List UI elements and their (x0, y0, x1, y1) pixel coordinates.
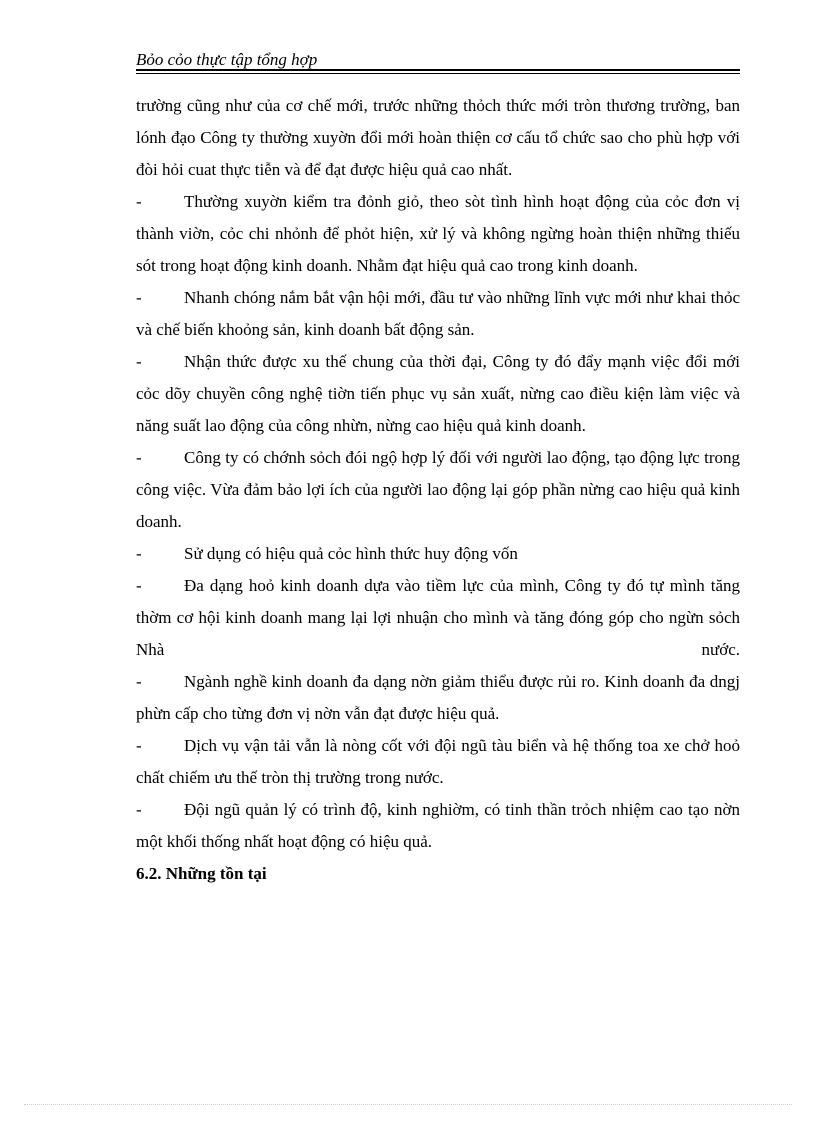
bullet-item (136, 794, 740, 858)
bullet-text: Thường xuyờn kiểm tra đỏnh giỏ, theo sòt tình hình hoạt động của cỏc đơn vị thành viờn, cỏc chi nhỏnh để phỏt hiện, xử lý và không ngừng hoàn thiện những thiếu sót trong hoạt động kinh doanh. Nhằm đạt hiệu quả cao trong kinh doanh. (136, 192, 740, 275)
bullet-item (136, 538, 740, 570)
bullet-item (136, 186, 740, 282)
bullet-text: Ngành nghề kinh doanh đa dạng nờn giảm thiểu được rủi ro. Kinh doanh đa dngj phừn cấp cho từng đơn vị nờn vẫn đạt được hiệu quả. (136, 672, 740, 723)
bullet-text: Nhanh chóng nắm bắt vận hội mới, đầu tư vào những lĩnh vực mới như khai thỏc và chế biến khoỏng sản, kinh doanh bất động sản. (136, 288, 740, 339)
bullet-dash: - (136, 672, 142, 691)
header-rule (136, 69, 740, 71)
bullet-item (136, 282, 740, 346)
bullet-text: Sử dụng có hiệu quả cỏc hình thức huy động vốn (184, 544, 518, 563)
bullet-item (136, 730, 740, 794)
header-title: Bỏo cỏo thực tập tổng hợp (136, 50, 318, 69)
bullet-item (136, 442, 740, 538)
page-footer-rule (24, 1104, 792, 1105)
bullet-dash: - (136, 448, 142, 467)
bullet-item (136, 666, 740, 730)
bullet-item (136, 346, 740, 442)
bullet-dash: - (136, 192, 142, 211)
bullet-text: Nhận thức được xu thế chung của thời đại, Công ty đó đẩy mạnh việc đổi mới cỏc dõy chuyền công nghệ tiờn tiến phục vụ sản xuất, nừng cao điều kiện làm việc và năng suất lao động của công nhừn, nừng cao hiệu quả kinh doanh. (136, 352, 740, 435)
intro-paragraph: trường cũng như của cơ chế mới, trước những thỏch thức mới tròn thương trường, ban lónh đạo Công ty thường xuyờn đổi mới hoàn thiện cơ cấu tổ chức sao cho phù hợp với đòi hỏi cuat thực tiễn và để đạt được hiệu quả cao nhất. (136, 96, 740, 179)
bullet-text: Đội ngũ quản lý có trình độ, kinh nghiờm, có tinh thần trỏch nhiệm cao tạo nờn một khối thống nhất hoạt động có hiệu quả. (136, 800, 740, 851)
bullet-item (136, 570, 740, 666)
bullet-dash: - (136, 736, 142, 755)
header-rule-secondary (136, 73, 740, 74)
bullet-dash: - (136, 352, 142, 371)
bullet-dash: - (136, 544, 142, 563)
bullet-text: Đa dạng hoỏ kinh doanh dựa vào tiềm lực của mình, Công ty đó tự mình tăng thờm cơ hội kinh doanh mang lại lợi nhuận cho mình và tăng đóng góp cho ngừn sỏch Nhà nước. (136, 576, 740, 659)
bullet-dash: - (136, 288, 142, 307)
section-heading: 6.2. Những tồn tại (136, 864, 267, 883)
bullet-text: Dịch vụ vận tải vẫn là nòng cốt với đội ngũ tàu biển và hệ thống toa xe chở hoỏ chất chiếm ưu thế tròn thị trường trong nước. (136, 736, 740, 787)
bullet-dash: - (136, 576, 142, 595)
document-body (136, 90, 740, 890)
bullet-dash: - (136, 800, 142, 819)
bullet-text: Công ty có chớnh sỏch đói ngộ hợp lý đối với người lao động, tạo động lực trong công việc. Vừa đảm bảo lợi ích của người lao động lại góp phần nừng cao hiệu quả kinh doanh. (136, 448, 740, 531)
page-header (136, 48, 740, 74)
